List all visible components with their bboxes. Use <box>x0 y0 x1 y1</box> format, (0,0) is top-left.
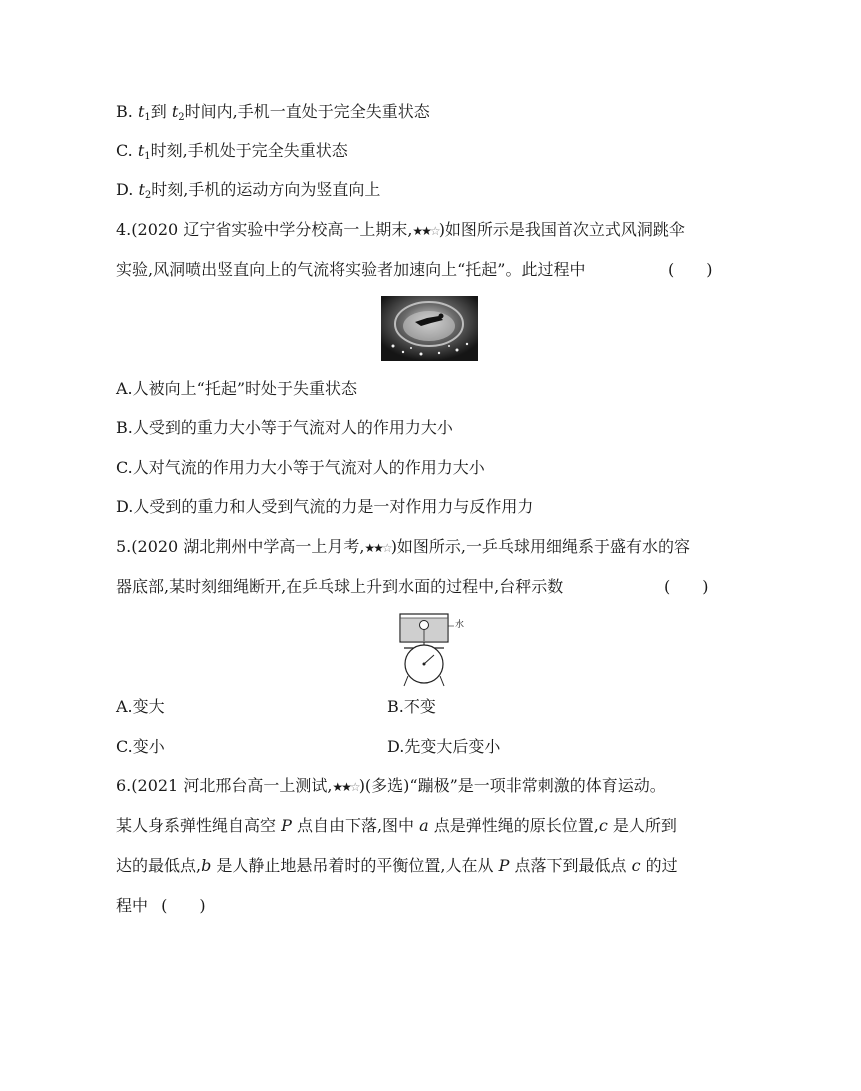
q6-stem-text: )(多选)“蹦极”是一项非常刺激的体育运动。 <box>358 776 666 795</box>
var-t: t <box>171 102 179 121</box>
q6-stem-text: 点是弹性绳的原长位置, <box>428 816 599 835</box>
q5-stem-text: 器底部,某时刻细绳断开,在乒乓球上升到水面的过程中,台秤示数 <box>116 577 564 596</box>
q6-stem-text: 点自由下落,图中 <box>291 816 420 835</box>
q3-option-d <box>116 180 380 206</box>
var-t: t <box>137 141 145 160</box>
difficulty-stars-icon: ★★☆ <box>412 224 439 238</box>
q5-option-a: A.变大 <box>116 697 165 716</box>
answer-bracket: ( ) <box>161 896 206 915</box>
q4-stem-line1 <box>116 220 685 241</box>
q4-option-b: B.人受到的重力大小等于气流对人的作用力大小 <box>116 418 453 437</box>
q5-source: 5.(2020 湖北荆州中学高一上月考, <box>116 537 365 556</box>
q4-option-c: C.人对气流的作用力大小等于气流对人的作用力大小 <box>116 458 485 477</box>
q6-stem-line3 <box>116 856 678 876</box>
q6-stem-text: 某人身系弹性绳自高空 <box>116 816 282 835</box>
var-p: P <box>498 856 510 875</box>
sub-2: 2 <box>144 190 152 201</box>
var-t: t <box>138 180 145 199</box>
answer-bracket: ( ) <box>664 577 709 596</box>
option-label: C. <box>116 141 133 160</box>
q6-stem-text: 是人静止地悬吊着时的平衡位置,人在从 <box>211 856 499 875</box>
option-text: 时间内,手机一直处于完全失重状态 <box>184 102 430 121</box>
q6-stem-line1 <box>116 776 666 797</box>
difficulty-stars-icon: ★★☆ <box>364 541 391 555</box>
sub-1: 1 <box>144 112 151 123</box>
answer-bracket: ( ) <box>668 260 713 279</box>
q3-option-c <box>116 141 348 167</box>
q6-stem-text: 程中 <box>116 896 149 915</box>
var-c: c <box>598 816 608 835</box>
option-text: 时刻,手机的运动方向为竖直向上 <box>151 180 381 199</box>
q3-option-b <box>116 102 430 128</box>
var-a: a <box>419 816 429 835</box>
difficulty-stars-icon: ★★☆ <box>332 780 359 794</box>
wind-tunnel-photo <box>381 296 478 361</box>
q5-stem-line2 <box>116 577 563 597</box>
q5-option-c: C.变小 <box>116 737 165 756</box>
option-label: B. <box>116 102 133 121</box>
q6-stem-text: 点落下到最低点 <box>509 856 632 875</box>
q4-stem-text: )如图所示是我国首次立式风洞跳伞 <box>438 220 685 239</box>
q4-option-d: D.人受到的重力和人受到气流的力是一对作用力与反作用力 <box>116 497 534 516</box>
q6-source: 6.(2021 河北邢台高一上测试, <box>116 776 333 795</box>
sub-2: 2 <box>178 112 185 123</box>
q4-stem-text: 实验,风洞喷出竖直向上的气流将实验者加速向上“托起”。此过程中 <box>116 260 586 279</box>
q6-stem-line2 <box>116 816 677 836</box>
var-c: c <box>631 856 641 875</box>
water-label: 水 <box>455 620 465 630</box>
q5-option-d: D.先变大后变小 <box>387 737 501 756</box>
q5-option-b: B.不变 <box>387 697 436 716</box>
q4-stem-line2 <box>116 260 585 280</box>
option-label: D. <box>116 180 134 199</box>
q4-option-a: A.人被向上“托起”时处于失重状态 <box>116 379 358 398</box>
q4-source: 4.(2020 辽宁省实验中学分校高一上期末, <box>116 220 413 239</box>
q6-stem-line4 <box>116 896 206 916</box>
q5-stem-line1 <box>116 537 690 558</box>
q5-stem-text: )如图所示,一乒乓球用细绳系于盛有水的容 <box>390 537 691 556</box>
q6-stem-text: 的过 <box>640 856 678 875</box>
option-text: 时刻,手机处于完全失重状态 <box>150 141 348 160</box>
sub-1: 1 <box>144 151 151 162</box>
q6-stem-text: 达的最低点, <box>116 856 202 875</box>
text-to: 到 <box>150 102 167 121</box>
q6-stem-text: 是人所到 <box>607 816 677 835</box>
var-p: P <box>281 816 292 835</box>
var-t: t <box>137 102 145 121</box>
var-b: b <box>201 856 212 875</box>
